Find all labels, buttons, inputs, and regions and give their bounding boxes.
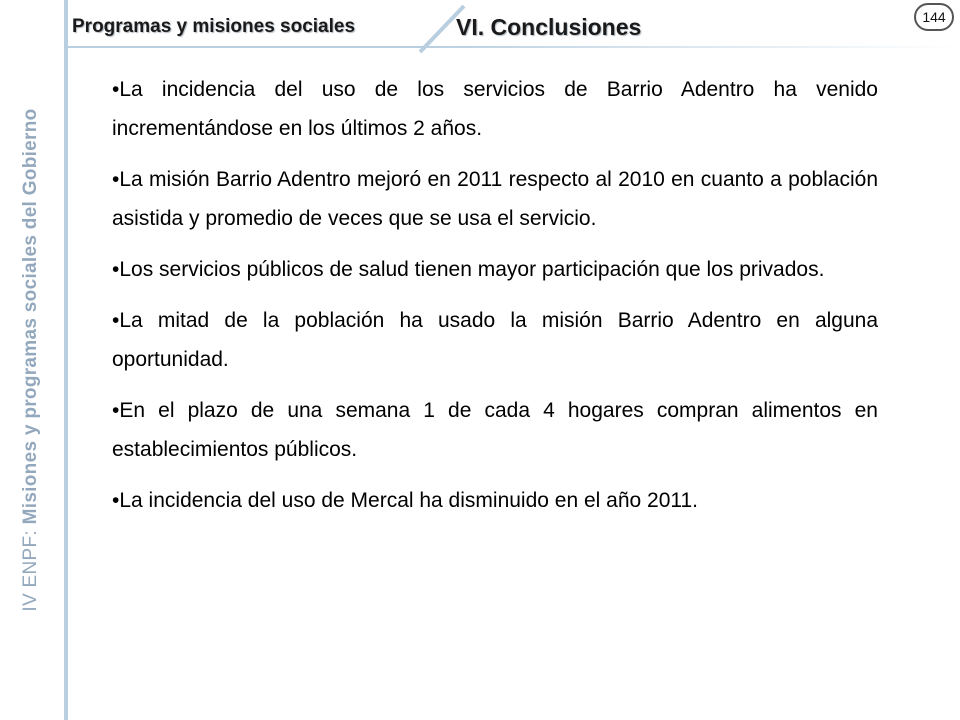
list-item (112, 301, 878, 379)
bullet-icon: • (112, 399, 120, 422)
list-item (112, 70, 878, 148)
conclusions-list (112, 70, 878, 532)
bullet-icon: • (112, 168, 120, 191)
list-item-text: La incidencia del uso de los servicios de Barrio Adentro ha venido incrementándose en los últimos 2 años. (112, 78, 878, 140)
list-item (112, 391, 878, 469)
page-number-badge: 144 (914, 3, 954, 31)
bullet-icon: • (112, 78, 120, 101)
header-section-title: Programas y misiones sociales (72, 16, 356, 37)
sidebar-lead: IV ENPF: (20, 529, 41, 612)
list-item-text: La incidencia del uso de Mercal ha disminuido en el año 2011. (119, 489, 699, 512)
header-underline (64, 46, 960, 48)
bullet-icon: • (112, 258, 120, 281)
header-chapter-title: VI. Conclusiones (456, 14, 642, 40)
list-item-text: Los servicios públicos de salud tienen mayor participación que los privados. (119, 258, 825, 281)
list-item (112, 481, 878, 520)
bullet-icon: • (112, 489, 120, 512)
bullet-icon: • (112, 309, 120, 332)
list-item-text: La misión Barrio Adentro mejoró en 2011 respecto al 2010 en cuanto a población asistida y promedio de veces que se usa el servicio. (112, 168, 878, 230)
sidebar-divider (64, 0, 68, 720)
list-item (112, 160, 878, 238)
sidebar-title: Misiones y programas sociales del Gobierno (20, 108, 41, 525)
list-item-text: En el plazo de una semana 1 de cada 4 hogares compran alimentos en establecimientos públicos. (112, 399, 878, 461)
list-item (112, 250, 878, 289)
list-item-text: La mitad de la población ha usado la misión Barrio Adentro en alguna oportunidad. (112, 309, 878, 371)
sidebar-vertical-title (20, 60, 44, 660)
